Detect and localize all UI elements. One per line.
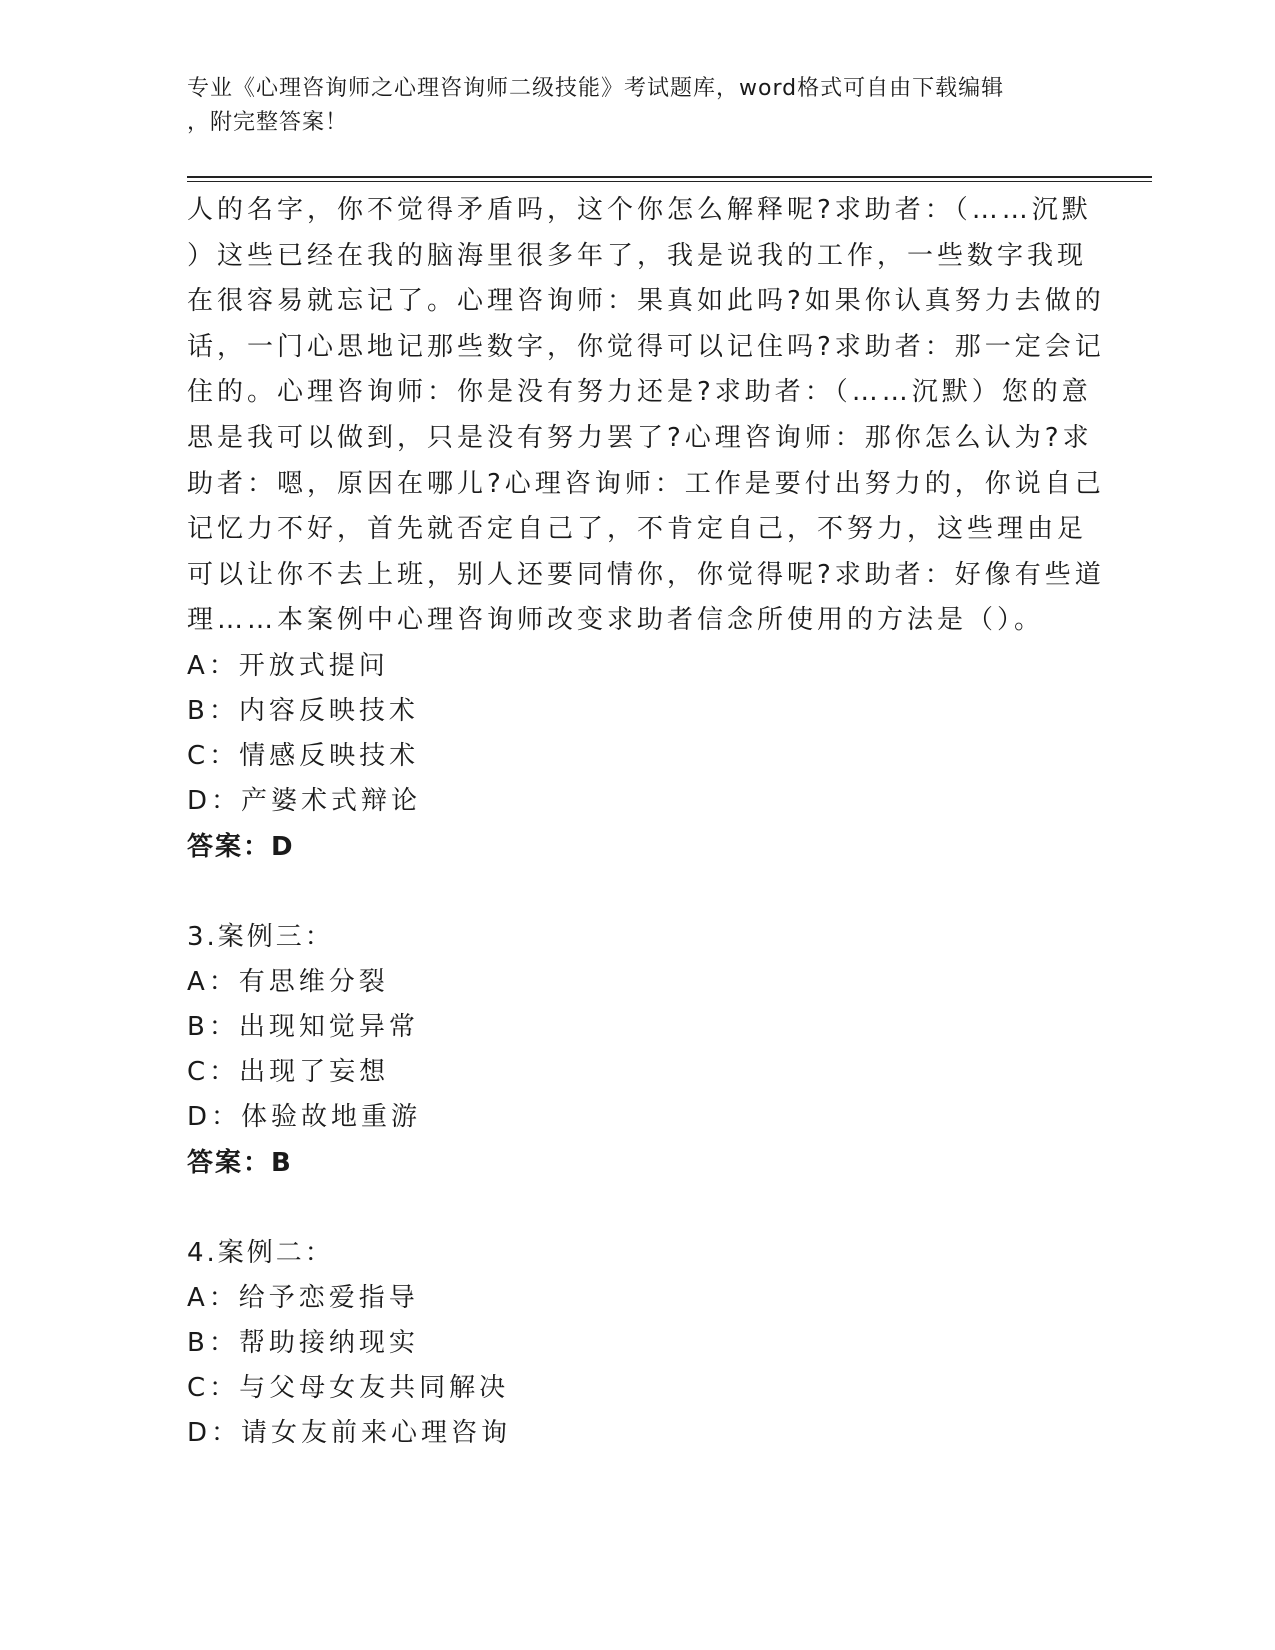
header-divider-thick: [187, 176, 1152, 178]
header-line-2: ，附完整答案！: [187, 110, 349, 135]
option-a: A：给予恋爱指导: [187, 1282, 419, 1313]
question-2-options: [187, 644, 1087, 824]
question-2-stem: [187, 188, 1105, 644]
question-3-answer: 答案：B: [187, 1147, 293, 1178]
header-line-1: 专业《心理咨询师之心理咨询师二级技能》考试题库，word格式可自由下载编辑: [187, 76, 1005, 101]
option-b: B：帮助接纳现实: [187, 1327, 419, 1358]
question-2-answer: 答案：D: [187, 831, 295, 862]
question-3-title: 3.案例三：: [187, 921, 334, 952]
option-b: B：内容反映技术: [187, 695, 419, 726]
option-a: A：有思维分裂: [187, 966, 389, 997]
option-a: A：开放式提问: [187, 650, 389, 681]
document-header: [187, 72, 1067, 140]
question-4-title: 4.案例二：: [187, 1237, 334, 1268]
stem-line: 话，一门心思地记那些数字，你觉得可以记住吗?求助者：那一定会记: [187, 331, 1105, 362]
option-d: D：体验故地重游: [187, 1101, 422, 1132]
stem-line: 人的名字，你不觉得矛盾吗，这个你怎么解释呢?求助者：（……沉默: [187, 195, 1092, 225]
stem-line: 理……本案例中心理咨询师改变求助者信念所使用的方法是（）。: [187, 605, 1045, 636]
stem-line: 记忆力不好，首先就否定自己了，不肯定自己，不努力，这些理由足: [187, 514, 1088, 545]
stem-line: 住的。心理咨询师：你是没有努力还是?求助者：（……沉默）您的意: [187, 377, 1092, 408]
question-4-options: [187, 1276, 1087, 1456]
option-c: C：与父母女友共同解决: [187, 1372, 510, 1403]
option-d: D：请女友前来心理咨询: [187, 1417, 512, 1448]
stem-line: 思是我可以做到，只是没有努力罢了?心理咨询师：那你怎么认为?求: [187, 422, 1093, 453]
stem-line: 在很容易就忘记了。心理咨询师：果真如此吗?如果你认真努力去做的: [187, 286, 1105, 317]
header-divider-thin: [187, 181, 1152, 182]
option-c: C：出现了妄想: [187, 1056, 390, 1087]
option-b: B：出现知觉异常: [187, 1011, 419, 1042]
document-body: [187, 188, 1105, 1456]
stem-line: 可以让你不去上班，别人还要同情你，你觉得呢?求助者：好像有些道: [187, 559, 1105, 590]
option-c: C：情感反映技术: [187, 740, 420, 771]
stem-line: ）这些已经在我的脑海里很多年了，我是说我的工作，一些数字我现: [187, 240, 1088, 271]
spacer: [187, 1186, 1087, 1230]
option-d: D：产婆术式辩论: [187, 785, 422, 816]
spacer: [187, 870, 1087, 914]
stem-line: 助者：嗯，原因在哪儿?心理咨询师：工作是要付出努力的，你说自己: [187, 468, 1105, 499]
question-3-options: [187, 960, 1087, 1140]
